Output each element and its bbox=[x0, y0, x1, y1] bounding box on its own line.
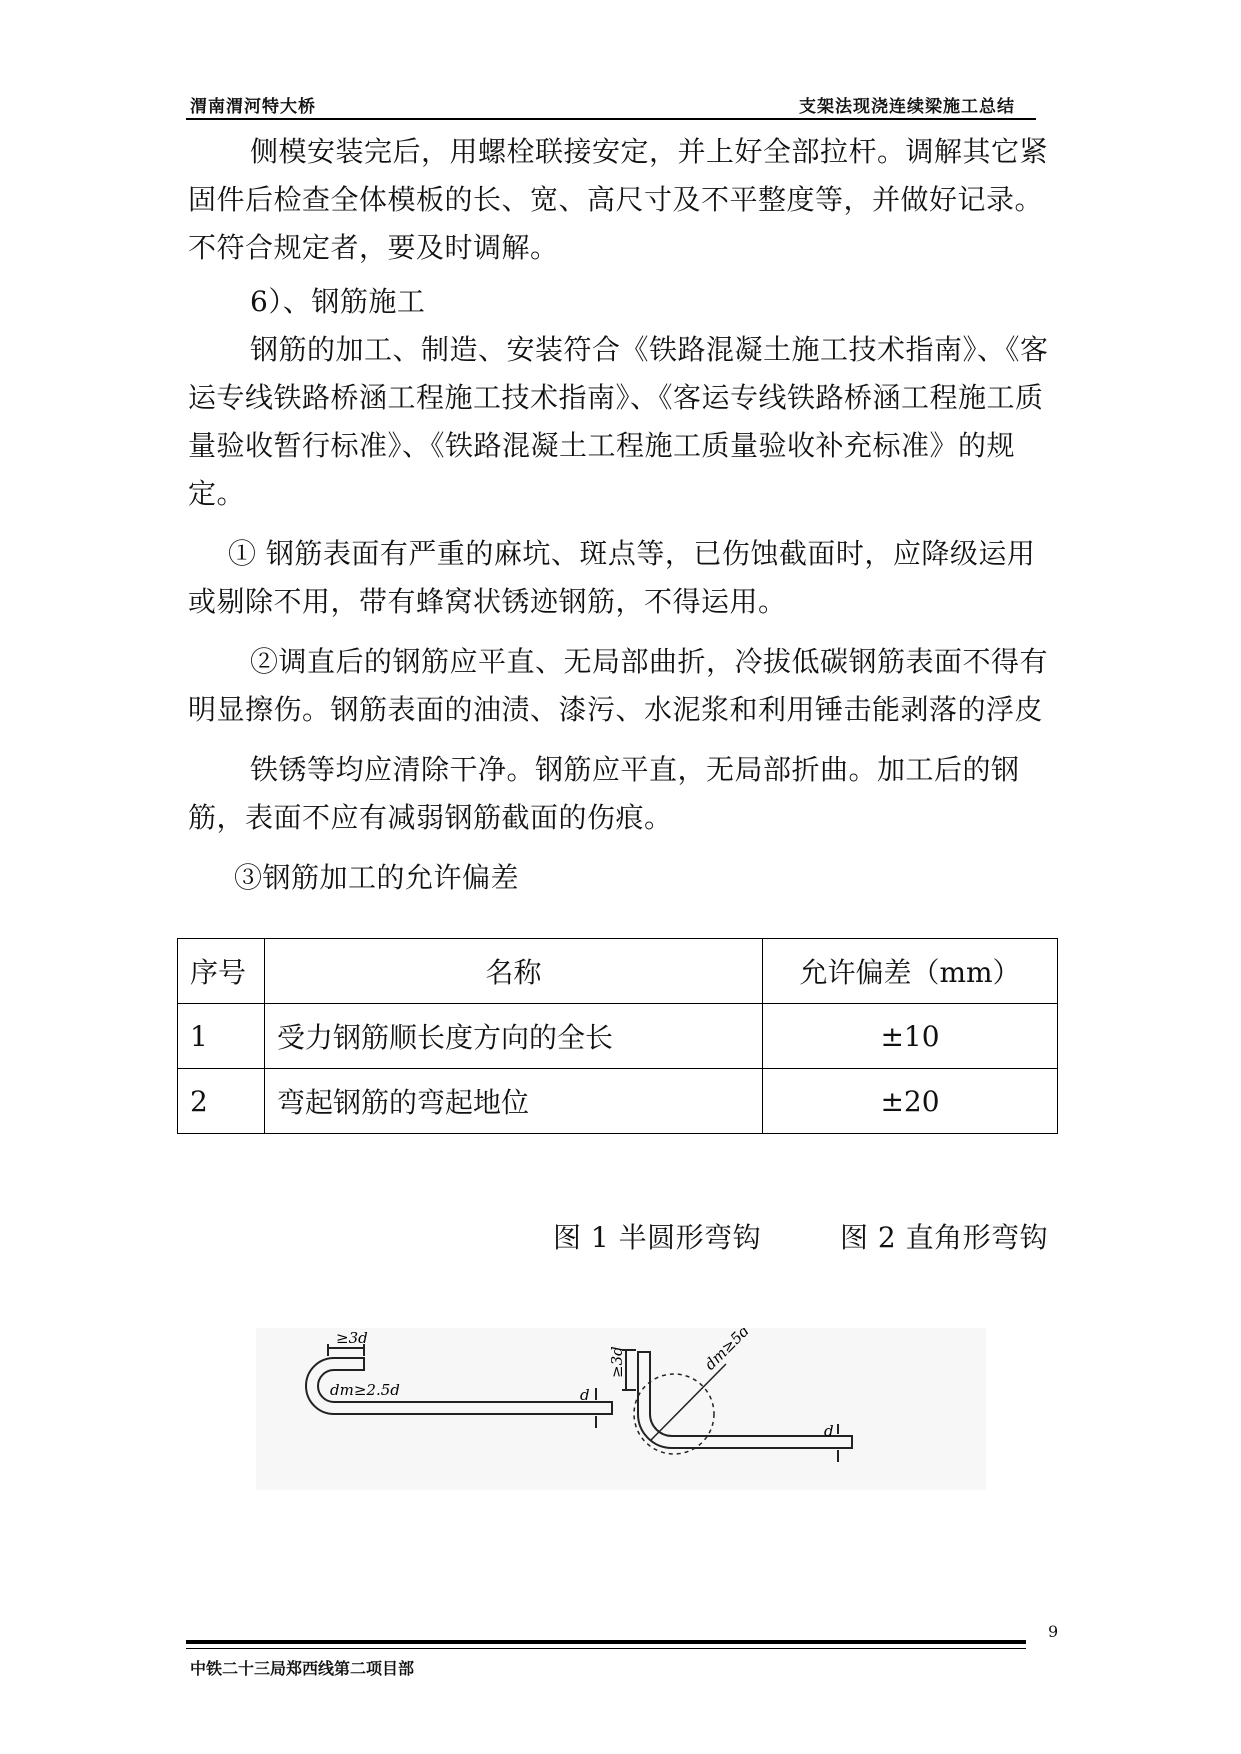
footer-department: 中铁二十三局郑西线第二项目部 bbox=[190, 1659, 415, 1678]
table-header-name: 名称 bbox=[265, 939, 763, 1004]
table-header-index: 序号 bbox=[178, 939, 265, 1004]
hook-diagram bbox=[256, 1328, 986, 1490]
paragraph-rebar-rust: 铁锈等均应清除干净。钢筋应平直，无局部折曲。加工后的钢筋，表面不应有减弱钢筋截面的伤痕。 bbox=[188, 753, 1020, 834]
fig1-bar-diameter: d bbox=[580, 1386, 590, 1404]
header-document-title: 支架法现浇连续梁施工总结 bbox=[799, 97, 1015, 117]
table-cell-index: 1 bbox=[178, 1004, 265, 1069]
hook-figures bbox=[256, 1328, 986, 1490]
header-rule bbox=[186, 118, 1036, 120]
table-header-row bbox=[178, 939, 1058, 1004]
tolerance-table bbox=[177, 938, 1058, 1134]
footer-rule-thick bbox=[186, 1640, 1026, 1644]
right-angle-hook-shape bbox=[638, 1352, 852, 1448]
paragraph-rebar-standards: 钢筋的加工、制造、安装符合《铁路混凝土施工技术指南》、《客运专线铁路桥涵工程施工技术指南》、《客运专线铁路桥涵工程施工质量验收暂行标准》、《铁路混凝土工程施工质量验收补充标准》的规定。 bbox=[188, 333, 1049, 510]
paragraph-rebar-item-1: ① 钢筋表面有严重的麻坑、斑点等，已伤蚀截面时，应降级运用或剔除不用，带有蜂窝状锈迹钢筋，不得运用。 bbox=[188, 537, 1036, 618]
figure-2-caption: 图 2 直角形弯钩 bbox=[840, 1221, 1049, 1254]
table-cell-index: 2 bbox=[178, 1069, 265, 1134]
figure-1-caption: 图 1 半圆形弯钩 bbox=[553, 1221, 762, 1254]
table-row bbox=[178, 1069, 1058, 1134]
table-cell-name: 受力钢筋顺长度方向的全长 bbox=[265, 1004, 763, 1069]
table-cell-name: 弯起钢筋的弯起地位 bbox=[265, 1069, 763, 1134]
table-cell-tolerance: ±20 bbox=[763, 1069, 1058, 1134]
footer-rule-thin bbox=[186, 1648, 1026, 1649]
table-header-tolerance: 允许偏差（mm） bbox=[763, 939, 1058, 1004]
fig1-bend-diameter: dm≥2.5d bbox=[330, 1381, 400, 1399]
fig2-bend-diameter: dm≥5d bbox=[701, 1328, 754, 1374]
fig1-top-dimension: ≥3d bbox=[336, 1329, 368, 1347]
fig2-bar-diameter: d bbox=[824, 1422, 834, 1440]
table-cell-tolerance: ±10 bbox=[763, 1004, 1058, 1069]
section-heading-rebar: 6）、钢筋施工 bbox=[250, 285, 426, 318]
page-number: 9 bbox=[1048, 1622, 1059, 1641]
paragraph-side-formwork: 侧模安装完后，用螺栓联接安定，并上好全部拉杆。调解其它紧固件后检查全体模板的长、宽、高尺寸及不平整度等，并做好记录。不符合规定者，要及时调解。 bbox=[188, 135, 1049, 264]
body-text-upper bbox=[188, 128, 1058, 902]
paragraph-rebar-item-3: ③钢筋加工的允许偏差 bbox=[234, 861, 520, 894]
header-project-name: 渭南渭河特大桥 bbox=[190, 97, 316, 117]
fig2-side-dimension: ≥3d bbox=[608, 1346, 626, 1378]
right-angle-hook-figure bbox=[622, 1350, 852, 1462]
table-row bbox=[178, 1004, 1058, 1069]
paragraph-rebar-item-2: ②调直后的钢筋应平直、无局部曲折，冷拔低碳钢筋表面不得有明显擦伤。钢筋表面的油渍、漆污、水泥浆和利用锤击能剥落的浮皮 bbox=[188, 645, 1049, 726]
